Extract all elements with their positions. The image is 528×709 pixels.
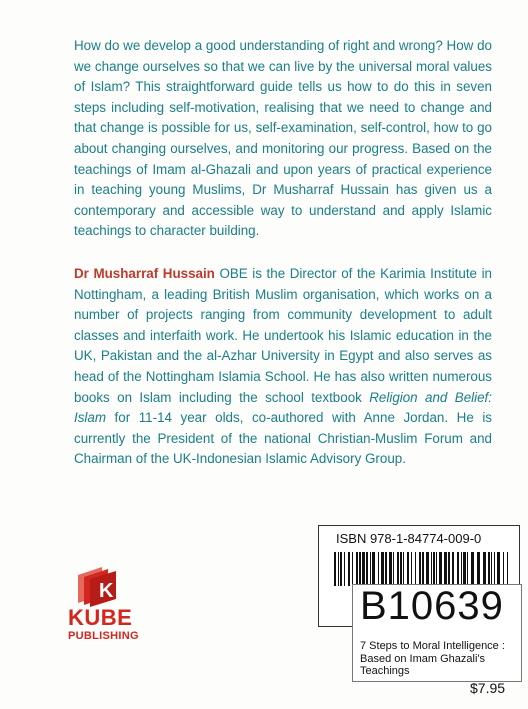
barcode-bar: [483, 552, 486, 586]
barcode-bar: [426, 552, 429, 586]
barcode-bar: [463, 552, 466, 586]
barcode-bar: [348, 552, 350, 586]
barcode-bar: [507, 552, 508, 586]
barcode-bar: [362, 552, 365, 586]
bio-text-1: OBE is the Director of the Karimia Institute in Nottingham, a leading British Muslim organisation, which works on a number of projects ranging from community development to adult classes and interfaith work. He undertook his Islamic education in the UK, Pakistan and the al-Azhar University in Egypt and also serves as head of the Nottingham Islamia School. He has also written numerous books on Islam including the school textbook: [74, 266, 492, 405]
publisher-name: KUBE: [68, 605, 133, 630]
barcode-bar: [385, 552, 387, 586]
barcode-bar: [461, 552, 462, 586]
barcode-bar: [334, 552, 336, 586]
barcode-bar: [397, 552, 399, 586]
blurb-paragraph: [74, 36, 492, 242]
barcode-bar: [494, 552, 495, 586]
barcode-bar: [372, 552, 375, 586]
barcode-bar: [370, 552, 371, 586]
barcode-bar: [338, 552, 339, 586]
barcode-bar: [497, 552, 500, 586]
barcode-bar: [344, 552, 345, 586]
barcode-bar: [439, 552, 442, 586]
book-title: Religion and Belief: Islam: [74, 389, 492, 426]
barcode-bar: [340, 552, 342, 586]
book-stack-icon: [72, 565, 128, 607]
barcode-bar: [419, 552, 421, 586]
barcode-bar: [359, 552, 361, 586]
author-name: Dr Musharraf Hussain: [74, 266, 215, 281]
price: $7.95: [470, 680, 506, 696]
barcode-bar: [356, 552, 358, 586]
isbn-text: ISBN 978-1-84774-009-0: [336, 531, 482, 546]
barcode-bar: [448, 552, 450, 586]
barcode-bar: [431, 552, 432, 586]
barcode-bar: [433, 552, 435, 586]
bio-text-2: for 11-14 year olds, co-authored with Anne Jordan. He is currently the President of the national Christian-Muslim Forum and Chairman of the UK-Indonesian Islamic Advisory Group.: [74, 410, 492, 467]
barcode-bar: [352, 552, 353, 586]
barcode-bar: [389, 552, 392, 586]
barcode-bar: [403, 552, 404, 586]
barcode-bar: [488, 552, 490, 586]
barcode-bar: [415, 552, 416, 586]
barcode-bar: [366, 552, 368, 586]
barcode-bar: [491, 552, 492, 586]
author-bio: [74, 264, 492, 470]
blurb-text: How do we develop a good understanding of right and wrong? How do we change ourselves so that we can live by the universal moral values of Islam? This straightforward guide tells us how to do this in seven steps including self-motivation, realising that we need to change and that change is possible for us, self-examination, self-control, how to go about changing ourselves, and monitoring our progress. Based on the teachings of Imam al-Ghazali and upon years of practical experience in teaching young Muslims, Dr Musharraf Hussain has given us a contemporary and accessible way to understand and apply Islamic teachings to character building.: [74, 38, 492, 239]
barcode-bar: [457, 552, 459, 586]
barcode-bar: [452, 552, 454, 586]
barcode-bar: [436, 552, 437, 586]
sticker-code: B10639: [360, 584, 504, 628]
barcode-bar: [411, 552, 412, 586]
barcode-bar: [407, 552, 409, 586]
barcode: [334, 552, 510, 586]
sticker-title: 7 Steps to Moral Intelligence : Based on Imam Ghazali's Teachings: [360, 640, 505, 677]
barcode-bar: [503, 552, 504, 586]
barcode-bar: [381, 552, 384, 586]
barcode-bar: [422, 552, 424, 586]
barcode-bar: [444, 552, 447, 586]
barcode-bar: [378, 552, 379, 586]
barcode-bar: [467, 552, 468, 586]
barcode-bar: [393, 552, 394, 586]
barcode-bar: [477, 552, 480, 586]
barcode-bar: [400, 552, 402, 586]
barcode-bar: [471, 552, 474, 586]
logo-letter: K: [99, 580, 114, 602]
publisher-subtitle: PUBLISHING: [68, 630, 139, 642]
